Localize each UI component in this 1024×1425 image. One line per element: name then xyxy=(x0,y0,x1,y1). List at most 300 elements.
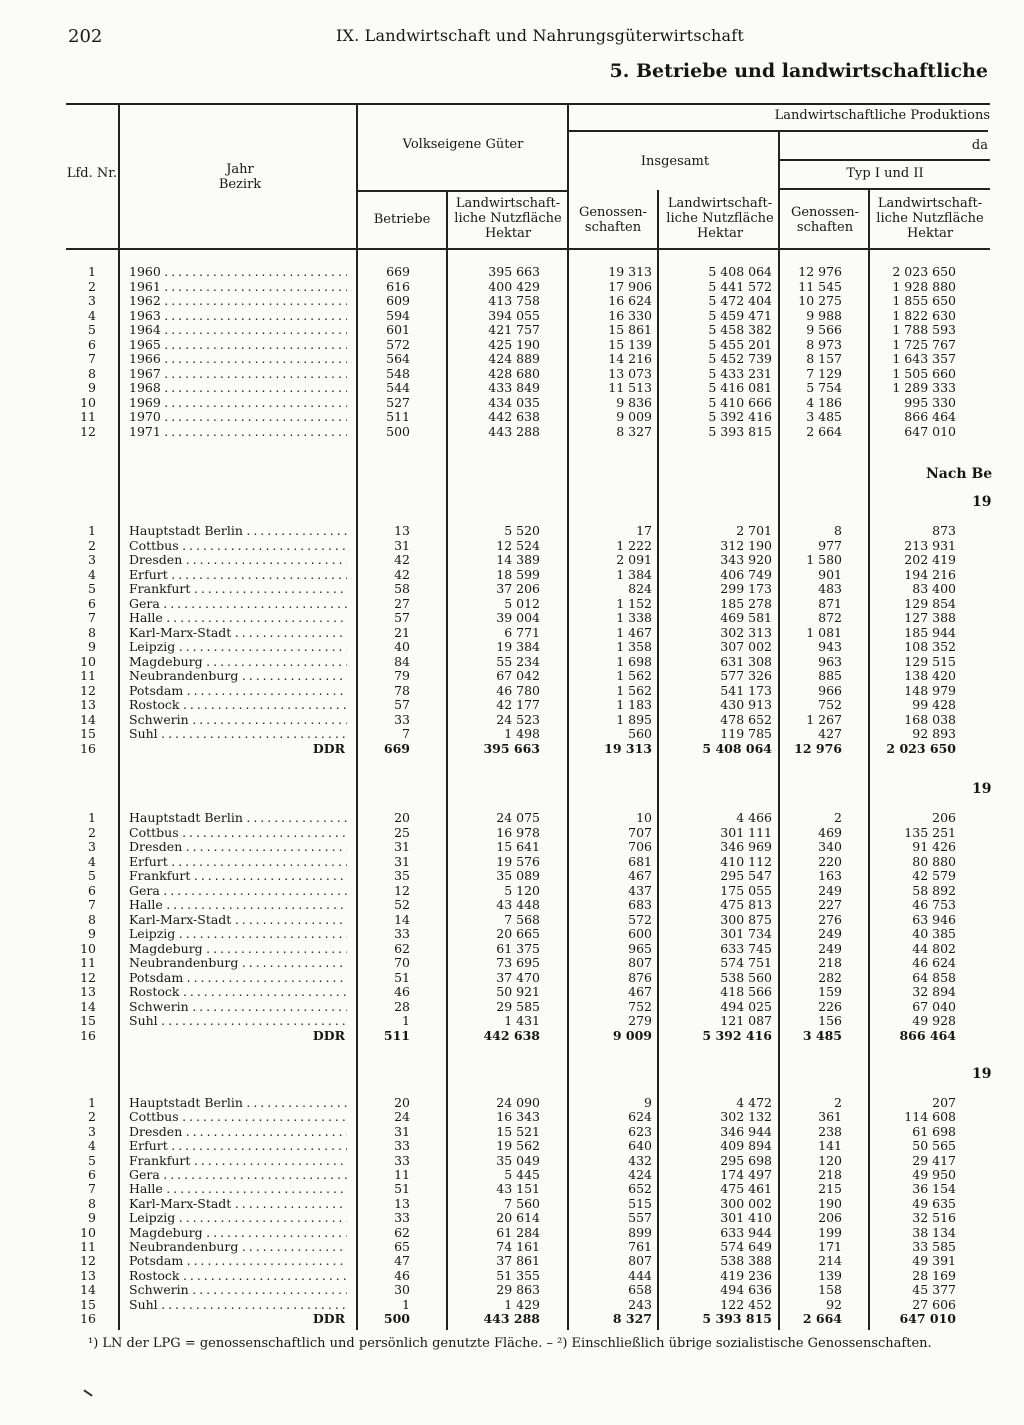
cell-value: 24 090 xyxy=(496,1095,540,1110)
cell-value: 3 485 xyxy=(806,409,842,424)
cell-value: 92 893 xyxy=(912,726,956,741)
row-label: 1966 . . . xyxy=(129,352,347,366)
cell-value: 114 608 xyxy=(904,1109,956,1125)
row-number: 6 xyxy=(88,1167,96,1182)
cell-value: 433 849 xyxy=(488,380,540,395)
cell-value: 175 055 xyxy=(720,882,772,898)
row-label: Dresden . . . xyxy=(129,1125,347,1139)
cell-value: 57 xyxy=(394,697,410,712)
cell-value: 500 xyxy=(386,423,410,439)
cell-value: 78 xyxy=(394,682,410,698)
row-number: 7 xyxy=(88,610,96,625)
cell-value: 633 944 xyxy=(720,1224,772,1240)
cell-value: 31 xyxy=(394,853,410,869)
cell-value: 427 xyxy=(818,726,842,741)
row-number: 12 xyxy=(80,969,96,985)
row-label: Potsdam . . . xyxy=(129,1254,347,1268)
cell-value: 443 288 xyxy=(483,1311,540,1326)
cell-value: 5 441 572 xyxy=(708,278,772,294)
cell-value: 79 xyxy=(394,668,410,683)
cell-value: 807 xyxy=(628,955,652,970)
cell-value: 46 780 xyxy=(496,682,540,698)
cell-value: 51 xyxy=(394,1181,410,1197)
cell-value: 214 xyxy=(818,1253,842,1269)
cell-value: 218 xyxy=(818,955,842,970)
cell-value: 511 xyxy=(386,409,410,424)
cell-value: 62 xyxy=(394,940,410,956)
row-number: 3 xyxy=(88,839,96,854)
cell-value: 9 xyxy=(644,1095,652,1110)
table-row xyxy=(0,684,1024,698)
table-row xyxy=(0,811,1024,825)
cell-value: 2 664 xyxy=(802,1311,842,1326)
row-label: Halle . . . xyxy=(129,1182,347,1196)
cell-value: 24 xyxy=(394,1109,410,1125)
row-number: 9 xyxy=(88,1210,96,1226)
cell-value: 35 049 xyxy=(496,1152,540,1168)
cell-value: 5 392 416 xyxy=(702,1027,772,1043)
cell-value: 418 566 xyxy=(720,984,772,999)
cell-value: 302 132 xyxy=(720,1109,772,1125)
cell-value: 40 xyxy=(394,639,410,654)
table-row xyxy=(0,294,1024,308)
row-number: 13 xyxy=(80,984,96,999)
cell-value: 13 xyxy=(394,523,410,538)
cell-value: 12 524 xyxy=(496,537,540,553)
cell-value: 601 xyxy=(386,322,410,337)
table-row xyxy=(0,1269,1024,1283)
cell-value: 9 836 xyxy=(616,394,652,410)
header-typ-genossenschaften: Genossen-schaften xyxy=(790,205,860,235)
cell-value: 866 464 xyxy=(904,409,956,424)
row-label: Rostock . . . xyxy=(129,1269,347,1283)
cell-value: 12 976 xyxy=(794,740,842,756)
cell-value: 207 xyxy=(932,1095,956,1110)
cell-value: 64 858 xyxy=(912,969,956,985)
cell-value: 67 040 xyxy=(912,998,956,1014)
table-total-row xyxy=(0,1029,1024,1043)
cell-value: 16 624 xyxy=(608,293,652,308)
cell-value: 31 xyxy=(394,839,410,854)
table-row xyxy=(0,280,1024,294)
cell-value: 469 xyxy=(818,824,842,840)
cell-value: 871 xyxy=(818,595,842,611)
cell-value: 876 xyxy=(628,969,652,985)
cell-value: 295 547 xyxy=(720,868,772,883)
header-da: da xyxy=(971,138,988,153)
cell-value: 7 xyxy=(402,726,410,741)
cell-value: 199 xyxy=(818,1224,842,1240)
cell-value: 51 xyxy=(394,969,410,985)
table-row xyxy=(0,1014,1024,1028)
row-label: Neubrandenburg . . . xyxy=(129,669,347,683)
row-number: 5 xyxy=(88,322,96,337)
table-row xyxy=(0,524,1024,538)
cell-value: 478 652 xyxy=(720,711,772,727)
row-label: Magdeburg . . . xyxy=(129,1226,347,1240)
cell-value: 624 xyxy=(628,1109,652,1125)
section-label-nach-bezirken: Nach Be xyxy=(926,466,993,482)
row-label: Erfurt . . . xyxy=(129,855,347,869)
row-number: 10 xyxy=(80,653,96,669)
cell-value: 873 xyxy=(932,523,956,538)
cell-value: 425 190 xyxy=(488,336,540,352)
table-row xyxy=(0,655,1024,669)
row-number: 10 xyxy=(80,1224,96,1240)
cell-value: 752 xyxy=(628,998,652,1014)
cell-value: 141 xyxy=(818,1138,842,1154)
cell-value: 572 xyxy=(386,336,410,352)
row-number: 13 xyxy=(80,697,96,712)
table-row xyxy=(0,1226,1024,1240)
cell-value: 227 xyxy=(818,897,842,912)
cell-value: 1 384 xyxy=(616,566,652,582)
row-label: Frankfurt . . . xyxy=(129,869,347,883)
cell-value: 1 152 xyxy=(616,595,652,611)
total-label: DDR xyxy=(312,741,345,756)
row-label: 1969 . . . xyxy=(129,396,347,410)
cell-value: 46 624 xyxy=(912,955,956,970)
header-lpg-group: Landwirtschaftliche Produktions xyxy=(774,108,990,123)
table-row xyxy=(0,1182,1024,1196)
row-number: 11 xyxy=(80,668,96,683)
cell-value: 5 433 231 xyxy=(708,365,772,381)
cell-value: 3 485 xyxy=(802,1027,842,1043)
cell-value: 19 576 xyxy=(496,853,540,869)
row-label: Cottbus . . . xyxy=(129,826,347,840)
row-number: 11 xyxy=(80,409,96,424)
cell-value: 218 xyxy=(818,1167,842,1182)
cell-value: 20 665 xyxy=(496,926,540,941)
cell-value: 27 xyxy=(394,595,410,611)
cell-value: 647 010 xyxy=(904,423,956,439)
cell-value: 5 452 739 xyxy=(708,351,772,366)
cell-value: 29 417 xyxy=(912,1152,956,1168)
cell-value: 20 xyxy=(394,1095,410,1110)
cell-value: 707 xyxy=(628,824,652,840)
cell-value: 276 xyxy=(818,911,842,927)
cell-value: 15 521 xyxy=(496,1123,540,1139)
row-number: 10 xyxy=(80,940,96,956)
table-row xyxy=(0,568,1024,582)
cell-value: 73 695 xyxy=(496,955,540,970)
cell-value: 7 560 xyxy=(504,1195,540,1211)
row-label: Halle . . . xyxy=(129,898,347,912)
cell-value: 58 892 xyxy=(912,882,956,898)
row-number: 8 xyxy=(88,624,96,640)
cell-value: 7 568 xyxy=(504,911,540,927)
table-row xyxy=(0,1110,1024,1124)
cell-value: 18 599 xyxy=(496,566,540,582)
cell-value: 11 545 xyxy=(798,278,842,294)
table-row xyxy=(0,1298,1024,1312)
cell-value: 640 xyxy=(628,1138,652,1154)
cell-value: 20 xyxy=(394,810,410,825)
cell-value: 238 xyxy=(818,1123,842,1139)
row-label: 1968 . . . xyxy=(129,381,347,395)
table-row xyxy=(0,669,1024,683)
cell-value: 340 xyxy=(818,839,842,854)
table-row xyxy=(0,539,1024,553)
header-ins-genossenschaften: Genossen-schaften xyxy=(578,205,648,235)
cell-value: 443 288 xyxy=(488,423,540,439)
cell-value: 1 788 593 xyxy=(892,322,956,337)
cell-value: 557 xyxy=(628,1210,652,1226)
cell-value: 80 880 xyxy=(912,853,956,869)
cell-value: 74 161 xyxy=(496,1239,540,1254)
row-label: Hauptstadt Berlin . . . xyxy=(129,811,347,825)
row-label: Magdeburg . . . xyxy=(129,942,347,956)
cell-value: 5 408 064 xyxy=(702,740,772,756)
cell-value: 29 863 xyxy=(496,1282,540,1298)
pen-mark xyxy=(83,1389,92,1396)
cell-value: 1 895 xyxy=(616,711,652,727)
cell-value: 20 614 xyxy=(496,1210,540,1226)
cell-value: 15 139 xyxy=(608,336,652,352)
cell-value: 346 944 xyxy=(720,1123,772,1139)
cell-value: 500 xyxy=(383,1311,410,1326)
cell-value: 681 xyxy=(628,853,652,869)
cell-value: 343 920 xyxy=(720,552,772,567)
cell-value: 127 388 xyxy=(904,610,956,625)
cell-value: 1 580 xyxy=(806,552,842,567)
table-row xyxy=(0,425,1024,439)
cell-value: 410 112 xyxy=(720,853,772,869)
table-row xyxy=(0,1154,1024,1168)
row-number: 10 xyxy=(80,394,96,410)
row-label: Potsdam . . . xyxy=(129,684,347,698)
table-row xyxy=(0,611,1024,625)
cell-value: 8 157 xyxy=(806,351,842,366)
cell-value: 658 xyxy=(628,1282,652,1298)
row-label: Neubrandenburg . . . xyxy=(129,956,347,970)
cell-value: 35 xyxy=(394,868,410,883)
cell-value: 413 758 xyxy=(488,293,540,308)
cell-value: 807 xyxy=(628,1253,652,1269)
row-number: 9 xyxy=(88,639,96,654)
cell-value: 108 352 xyxy=(904,639,956,654)
cell-value: 185 278 xyxy=(720,595,772,611)
cell-value: 119 785 xyxy=(720,726,772,741)
header-lfd-nr: Lfd. Nr. xyxy=(66,166,118,181)
table-row xyxy=(0,826,1024,840)
cell-value: 17 xyxy=(636,523,652,538)
cell-value: 19 562 xyxy=(496,1138,540,1154)
table-row xyxy=(0,338,1024,352)
row-number: 5 xyxy=(88,581,96,596)
cell-value: 475 813 xyxy=(720,897,772,912)
cell-value: 2 023 650 xyxy=(892,264,956,279)
cell-value: 121 087 xyxy=(720,1013,772,1028)
row-number: 3 xyxy=(88,552,96,567)
chapter-title: IX. Landwirtschaft und Nahrungsgüterwirtschaft xyxy=(336,26,744,45)
cell-value: 943 xyxy=(818,639,842,654)
row-number: 16 xyxy=(80,1027,96,1043)
cell-value: 616 xyxy=(386,278,410,294)
row-number: 4 xyxy=(88,566,96,582)
cell-value: 564 xyxy=(386,351,410,366)
cell-value: 1 289 333 xyxy=(892,380,956,395)
cell-value: 8 327 xyxy=(616,423,652,439)
table-row xyxy=(0,1125,1024,1139)
cell-value: 2 091 xyxy=(616,552,652,567)
cell-value: 1 855 650 xyxy=(892,293,956,308)
row-number: 8 xyxy=(88,911,96,927)
cell-value: 158 xyxy=(818,1282,842,1298)
table-row xyxy=(0,367,1024,381)
cell-value: 312 190 xyxy=(720,537,772,553)
table-row xyxy=(0,1211,1024,1225)
row-label: Neubrandenburg . . . xyxy=(129,1240,347,1254)
header-top-rule xyxy=(66,103,990,105)
row-label: Karl-Marx-Stadt . . . xyxy=(129,626,347,640)
cell-value: 706 xyxy=(628,839,652,854)
cell-value: 1 183 xyxy=(616,697,652,712)
row-label: 1965 . . . xyxy=(129,338,347,352)
cell-value: 46 xyxy=(394,984,410,999)
cell-value: 279 xyxy=(628,1013,652,1028)
row-label: 1971 . . . xyxy=(129,425,347,439)
cell-value: 29 585 xyxy=(496,998,540,1014)
row-number: 5 xyxy=(88,868,96,883)
cell-value: 302 313 xyxy=(720,624,772,640)
cell-value: 1 562 xyxy=(616,682,652,698)
row-label: Suhl . . . xyxy=(129,1014,347,1028)
cell-value: 24 075 xyxy=(496,810,540,825)
header-rule-da xyxy=(780,159,990,161)
table-row xyxy=(0,884,1024,898)
cell-value: 901 xyxy=(818,566,842,582)
row-label: Schwerin . . . xyxy=(129,713,347,727)
cell-value: 594 xyxy=(386,307,410,323)
cell-value: 295 698 xyxy=(720,1152,772,1168)
cell-value: 30 xyxy=(394,1282,410,1298)
cell-value: 527 xyxy=(386,394,410,410)
row-number: 3 xyxy=(88,293,96,308)
cell-value: 544 xyxy=(386,380,410,395)
cell-value: 1 698 xyxy=(616,653,652,669)
header-rule-veg xyxy=(358,190,568,192)
table-row xyxy=(0,713,1024,727)
cell-value: 42 579 xyxy=(912,868,956,883)
row-label: Leipzig . . . xyxy=(129,927,347,941)
header-insgesamt: Insgesamt xyxy=(640,154,710,169)
row-label: Cottbus . . . xyxy=(129,1110,347,1124)
row-number: 4 xyxy=(88,853,96,869)
cell-value: 33 xyxy=(394,1210,410,1226)
row-label: Halle . . . xyxy=(129,611,347,625)
cell-value: 538 388 xyxy=(720,1253,772,1269)
cell-value: 156 xyxy=(818,1013,842,1028)
row-number: 11 xyxy=(80,1239,96,1254)
cell-value: 977 xyxy=(818,537,842,553)
cell-value: 206 xyxy=(818,1210,842,1226)
cell-value: 33 xyxy=(394,711,410,727)
cell-value: 2 023 650 xyxy=(886,740,956,756)
row-number: 3 xyxy=(88,1123,96,1139)
cell-value: 92 xyxy=(826,1296,842,1312)
cell-value: 965 xyxy=(628,940,652,956)
cell-value: 4 472 xyxy=(736,1095,772,1110)
row-label: Frankfurt . . . xyxy=(129,582,347,596)
cell-value: 572 xyxy=(628,911,652,927)
table-total-row xyxy=(0,1312,1024,1326)
cell-value: 899 xyxy=(628,1224,652,1240)
row-number: 4 xyxy=(88,307,96,323)
cell-value: 129 515 xyxy=(904,653,956,669)
cell-value: 171 xyxy=(818,1239,842,1254)
cell-value: 623 xyxy=(628,1123,652,1139)
cell-value: 50 921 xyxy=(496,984,540,999)
cell-value: 995 330 xyxy=(904,394,956,410)
cell-value: 1 358 xyxy=(616,639,652,654)
cell-value: 4 466 xyxy=(736,810,772,825)
cell-value: 1 928 880 xyxy=(892,278,956,294)
row-label: Schwerin . . . xyxy=(129,1283,347,1297)
cell-value: 538 560 xyxy=(720,969,772,985)
row-label: Suhl . . . xyxy=(129,1298,347,1312)
table-row xyxy=(0,985,1024,999)
cell-value: 1 562 xyxy=(616,668,652,683)
table-row xyxy=(0,597,1024,611)
cell-value: 129 854 xyxy=(904,595,956,611)
cell-value: 437 xyxy=(628,882,652,898)
cell-value: 50 565 xyxy=(912,1138,956,1154)
row-number: 14 xyxy=(80,998,96,1014)
table-row xyxy=(0,869,1024,883)
cell-value: 61 698 xyxy=(912,1123,956,1139)
cell-value: 560 xyxy=(628,726,652,741)
cell-value: 631 308 xyxy=(720,653,772,669)
cell-value: 226 xyxy=(818,998,842,1014)
cell-value: 966 xyxy=(818,682,842,698)
cell-value: 61 284 xyxy=(496,1224,540,1240)
cell-value: 57 xyxy=(394,610,410,625)
header-volkseigene-gueter: Volkseigene Güter xyxy=(402,137,524,152)
cell-value: 70 xyxy=(394,955,410,970)
cell-value: 9 988 xyxy=(806,307,842,323)
cell-value: 44 802 xyxy=(912,940,956,956)
row-label: 1970 . . . xyxy=(129,410,347,424)
cell-value: 31 xyxy=(394,537,410,553)
row-number: 2 xyxy=(88,824,96,840)
row-label: Magdeburg . . . xyxy=(129,655,347,669)
cell-value: 574 751 xyxy=(720,955,772,970)
cell-value: 46 xyxy=(394,1267,410,1283)
cell-value: 38 134 xyxy=(912,1224,956,1240)
row-number: 6 xyxy=(88,595,96,611)
table-row xyxy=(0,396,1024,410)
cell-value: 885 xyxy=(818,668,842,683)
row-label: Erfurt . . . xyxy=(129,1139,347,1153)
cell-value: 120 xyxy=(818,1152,842,1168)
table-total-row xyxy=(0,742,1024,756)
table-row xyxy=(0,626,1024,640)
cell-value: 1 222 xyxy=(616,537,652,553)
cell-value: 5 408 064 xyxy=(708,264,772,279)
cell-value: 27 606 xyxy=(912,1296,956,1312)
table-row xyxy=(0,265,1024,279)
cell-value: 1 467 xyxy=(616,624,652,640)
row-label: Cottbus . . . xyxy=(129,539,347,553)
row-number: 5 xyxy=(88,1152,96,1168)
row-number: 2 xyxy=(88,537,96,553)
cell-value: 62 xyxy=(394,1224,410,1240)
cell-value: 185 944 xyxy=(904,624,956,640)
row-number: 15 xyxy=(80,726,96,741)
cell-value: 10 275 xyxy=(798,293,842,308)
cell-value: 42 177 xyxy=(496,697,540,712)
